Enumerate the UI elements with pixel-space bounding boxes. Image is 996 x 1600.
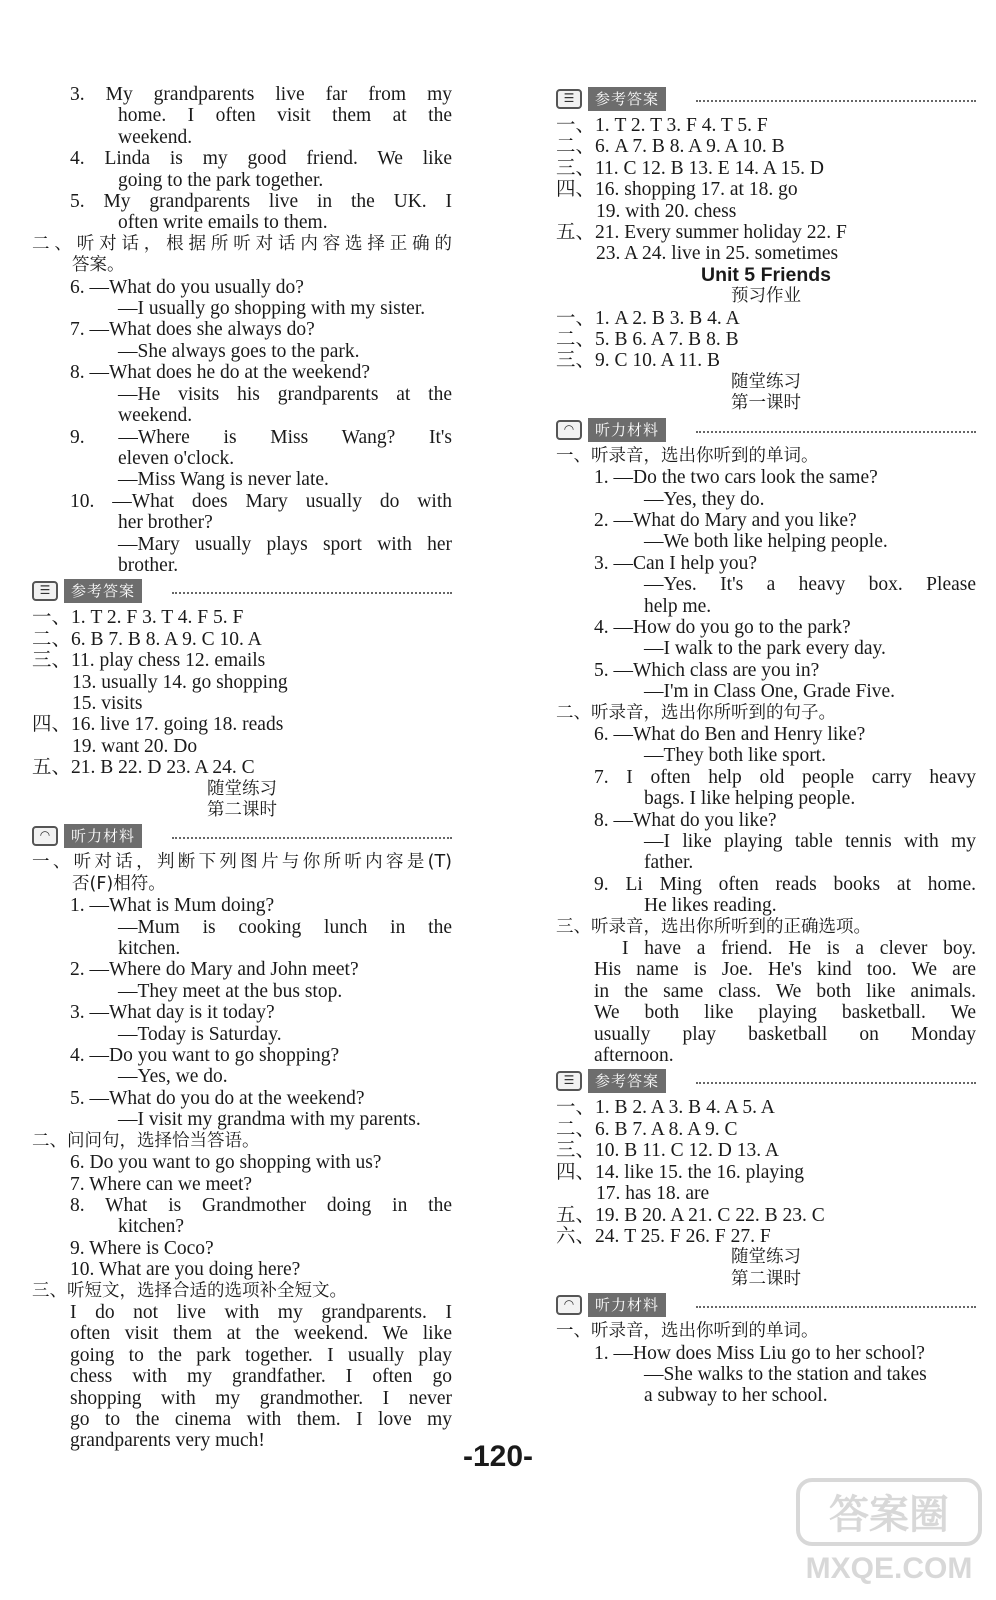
text-line: grandparents very much! — [70, 1430, 265, 1452]
text-line: 一、听对话，判断下列图片与你所听内容是(T) — [32, 852, 452, 873]
text-line: 随堂练习 — [207, 778, 277, 799]
text-line: kitchen. — [118, 938, 181, 960]
text-line: —Yes, they do. — [644, 488, 765, 510]
text-line: 二、5. B 6. A 7. B 8. B — [556, 329, 739, 351]
text-line: 3. —What day is it today? — [70, 1002, 275, 1024]
text-line: 随堂练习 — [731, 1247, 801, 1268]
text-line: 五、19. B 20. A 21. C 22. B 23. C — [556, 1204, 825, 1226]
text-line: —Yes, we do. — [118, 1066, 228, 1088]
text-line: 五、21. Every summer holiday 22. F — [556, 222, 847, 244]
text-line: often write emails to them. — [118, 212, 328, 234]
text-line: 二、听对话，根据所听对话内容选择正确的 — [32, 233, 452, 254]
text-line: 9. Where is Coco? — [70, 1237, 214, 1259]
text-line: 19. want 20. Do — [72, 735, 198, 757]
text-line: weekend. — [118, 405, 193, 427]
text-line: 4. Linda is my good friend. We like — [70, 148, 452, 170]
text-line: 第二课时 — [207, 800, 277, 820]
text-line: going to the park together. I usually play — [70, 1344, 452, 1366]
text-line: 一、听录音，选出你听到的单词。 — [556, 445, 819, 466]
text-line: 6. Do you want to go shopping with us? — [70, 1152, 382, 1174]
answer-section-header — [556, 86, 976, 113]
text-line: 2. —What do Mary and you like? — [594, 509, 857, 531]
text-line: 6. —What do you usually do? — [70, 276, 304, 298]
text-line: 3. —Can I help you? — [594, 552, 758, 574]
text-line: 二、问问句，选择恰当答语。 — [32, 1130, 260, 1151]
headphones-icon: ◠ — [32, 826, 58, 846]
text-line: weekend. — [118, 126, 193, 148]
answer-section-header — [556, 1068, 976, 1095]
text-line: 10. —What does Mary usually do with — [70, 490, 452, 512]
text-line: —I visit my grandma with my parents. — [118, 1109, 421, 1131]
text-line: 15. visits — [72, 692, 143, 714]
text-line: —He visits his grandparents at the — [118, 383, 452, 405]
text-line: —They meet at the bus stop. — [118, 980, 343, 1002]
listening-section-header — [32, 823, 452, 850]
text-line: in the same class. We both like animals. — [594, 980, 976, 1002]
text-line: help me. — [644, 595, 712, 617]
text-line: 1. —What is Mum doing? — [70, 895, 275, 917]
text-line: —Mary usually plays sport with her — [118, 533, 452, 555]
text-line: father. — [644, 852, 694, 874]
text-line: 19. with 20. chess — [596, 200, 737, 222]
text-line: —I like playing table tennis with my — [644, 831, 976, 852]
text-line: 9. —Where is Miss Wang? It's — [70, 426, 452, 448]
text-line: kitchen? — [118, 1216, 185, 1238]
text-line: 二、6. B 7. B 8. A 9. C 10. A — [32, 628, 262, 650]
text-line: 第二课时 — [731, 1268, 801, 1289]
text-line: 二、听录音，选出你所听到的句子。 — [556, 702, 836, 723]
section-tag: 参考答案 — [588, 87, 666, 111]
text-line: He likes reading. — [644, 895, 777, 917]
text-line: 7. —What does she always do? — [70, 319, 315, 341]
text-line: 四、16. live 17. going 18. reads — [32, 714, 284, 736]
text-line: Unit 5 Friends — [700, 263, 832, 286]
text-line: afternoon. — [594, 1045, 674, 1067]
text-line: His name is Joe. He's kind too. We are — [594, 959, 976, 981]
dotted-rule — [696, 1306, 976, 1308]
text-line: —Today is Saturday. — [118, 1023, 282, 1045]
text-line: bags. I like helping people. — [644, 788, 856, 810]
text-line: 三、听短文，选择合适的选项补全短文。 — [32, 1280, 347, 1301]
watermark-line2: MXQE.COM — [805, 1552, 973, 1585]
text-line: 第一课时 — [731, 393, 801, 414]
text-line: 二、6. A 7. B 8. A 9. A 10. B — [556, 136, 785, 158]
text-line: 8. —What do you like? — [594, 809, 777, 831]
text-line: 六、24. T 25. F 26. F 27. F — [556, 1225, 771, 1247]
text-line: —I walk to the park every day. — [644, 638, 886, 660]
text-line: 一、1. A 2. B 3. B 4. A — [556, 307, 740, 329]
text-line: 5. My grandparents live in the UK. I — [70, 191, 452, 213]
text-line: 2. —Where do Mary and John meet? — [70, 959, 359, 981]
headphones-icon: ◠ — [556, 420, 582, 440]
text-line: —She walks to the station and takes — [644, 1363, 927, 1385]
dotted-rule — [172, 592, 452, 594]
text-line: 答案。 — [72, 255, 125, 276]
text-line: 随堂练习 — [731, 371, 801, 392]
text-line: —I usually go shopping with my sister. — [118, 298, 426, 320]
section-tag: 参考答案 — [64, 579, 142, 603]
text-line: 8. What is Grandmother doing in the — [70, 1194, 452, 1216]
text-line: often visit them at the weekend. We like — [70, 1323, 452, 1345]
text-line: —Mum is cooking lunch in the — [118, 916, 452, 938]
text-line: 一、听录音，选出你听到的单词。 — [556, 1321, 819, 1342]
text-line: —She always goes to the park. — [118, 340, 360, 362]
watermark-line1: 答案圈 — [829, 1492, 949, 1538]
text-line: 1. —How does Miss Liu go to her school? — [594, 1342, 925, 1364]
text-line: We both like playing basketball. We — [594, 1002, 976, 1024]
text-line: —I'm in Class One, Grade Five. — [644, 681, 896, 703]
text-line: 四、16. shopping 17. at 18. go — [556, 179, 798, 201]
text-line: —They both like sport. — [644, 745, 826, 767]
section-tag: 参考答案 — [588, 1069, 666, 1093]
page-number: -120- — [462, 1440, 534, 1473]
text-line: her brother? — [118, 512, 213, 534]
text-line: 9. Li Ming often reads books at home. — [594, 873, 976, 895]
text-line: 四、14. like 15. the 16. playing — [556, 1161, 805, 1183]
text-line: 三、11. C 12. B 13. E 14. A 15. D — [556, 157, 824, 179]
text-line: 23. A 24. live in 25. sometimes — [596, 243, 839, 265]
headphones-icon: ◠ — [556, 1295, 582, 1315]
text-line: 4. —How do you go to the park? — [594, 616, 851, 638]
text-line: usually play basketball on Monday — [594, 1023, 976, 1045]
text-line: 三、10. B 11. C 12. D 13. A — [556, 1140, 780, 1162]
text-line: I have a friend. He is a clever boy. — [622, 938, 976, 960]
text-line: brother. — [118, 554, 179, 576]
text-line: shopping with my grandmother. I never — [70, 1387, 452, 1409]
text-line: 5. —What do you do at the weekend? — [70, 1087, 365, 1109]
text-line: 4. —Do you want to go shopping? — [70, 1045, 340, 1067]
text-line: a subway to her school. — [644, 1385, 828, 1407]
left-column — [32, 84, 452, 1452]
text-line: 三、11. play chess 12. emails — [32, 650, 266, 672]
text-line: home. I often visit them at the — [118, 105, 452, 127]
text-line: 1. —Do the two cars look the same? — [594, 467, 878, 489]
dotted-rule — [696, 431, 976, 433]
text-line: 二、6. B 7. A 8. A 9. C — [556, 1118, 738, 1140]
section-tag: 听力材料 — [588, 418, 666, 442]
text-line: I do not live with my grandparents. I — [70, 1301, 452, 1323]
watermark-logo — [794, 1476, 984, 1586]
text-line: 17. has 18. are — [596, 1183, 710, 1205]
text-line: 三、听录音，选出你所听到的正确选项。 — [556, 916, 871, 937]
dotted-rule — [696, 100, 976, 102]
text-line: 一、1. T 2. T 3. F 4. T 5. F — [556, 115, 768, 136]
section-tag: 听力材料 — [588, 1293, 666, 1317]
answer-section-header — [32, 578, 452, 605]
text-line: 否(F)相符。 — [72, 873, 166, 894]
text-line: going to the park together. — [118, 169, 324, 191]
text-line: 3. My grandparents live far from my — [70, 84, 452, 105]
right-column — [556, 84, 976, 1407]
text-line: 13. usually 14. go shopping — [72, 671, 288, 693]
text-line: eleven o'clock. — [118, 447, 235, 469]
text-line: 7. I often help old people carry heavy — [594, 766, 976, 788]
text-line: 5. —Which class are you in? — [594, 659, 820, 681]
text-line: 6. —What do Ben and Henry like? — [594, 723, 866, 745]
text-line: 7. Where can we meet? — [70, 1173, 253, 1195]
text-line: 预习作业 — [731, 286, 801, 307]
listening-section-header — [556, 1292, 976, 1319]
dotted-rule — [172, 837, 452, 839]
listening-section-header — [556, 417, 976, 444]
text-line: chess with my grandfather. I often go — [70, 1366, 452, 1388]
section-tag: 听力材料 — [64, 824, 142, 848]
text-line: 10. What are you doing here? — [70, 1259, 301, 1281]
text-line: —We both like helping people. — [644, 531, 888, 553]
text-line: —Yes. It's a heavy box. Please — [644, 574, 976, 596]
list-icon: ☰ — [32, 581, 58, 601]
text-line: —Miss Wang is never late. — [118, 469, 329, 491]
list-icon: ☰ — [556, 1071, 582, 1091]
dotted-rule — [696, 1082, 976, 1084]
list-icon: ☰ — [556, 89, 582, 109]
text-line: 一、1. T 2. F 3. T 4. F 5. F — [32, 607, 244, 629]
text-line: 一、1. B 2. A 3. B 4. A 5. A — [556, 1097, 775, 1119]
text-line: 五、21. B 22. D 23. A 24. C — [32, 757, 255, 779]
text-line: 三、9. C 10. A 11. B — [556, 350, 720, 372]
text-line: go to the cinema with them. I love my — [70, 1408, 452, 1430]
text-line: 8. —What does he do at the weekend? — [70, 362, 370, 384]
